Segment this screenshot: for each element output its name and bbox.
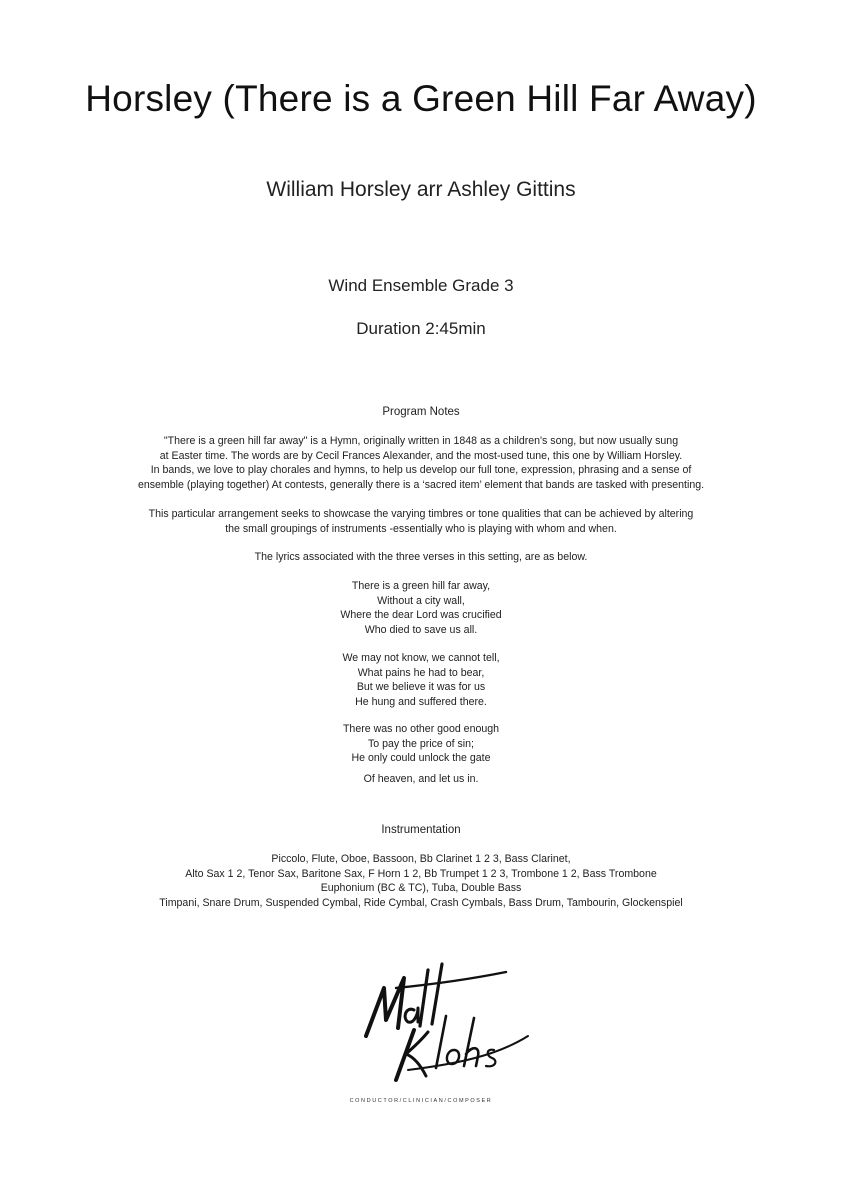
instrumentation-heading: Instrumentation [381,824,461,836]
program-notes-paragraph-2 [0,507,842,536]
lyrics-verse-2 [0,651,842,709]
text-line: "There is a green hill far away" is a Hymn, originally written in 1848 as a children's song, but now usually sung [163,435,679,447]
lyrics-verse-3 [0,722,842,766]
lyric-line: But we believe it was for us [356,681,486,693]
instrument-line: Euphonium (BC & TC), Tuba, Double Bass [320,882,522,894]
lyric-line: What pains he had to bear, [357,666,485,679]
text-line: In bands, we love to play chorales and hymns, to help us develop our full tone, expression, phrasing and a sense of [150,464,692,476]
lyric-line: To pay the price of sin; [368,737,474,750]
signature-tagline: CONDUCTOR/CLINICIAN/COMPOSER [349,1098,493,1104]
lyrics-verse-1 [0,579,842,637]
program-notes-paragraph-1 [0,434,842,492]
ensemble-grade: Wind Ensemble Grade 3 [328,276,514,295]
signature-logo [356,958,536,1083]
lyric-line: Of heaven, and let us in. [363,773,479,785]
text-line: ensemble (playing together) At contests, generally there is a ‘sacred item’ element that bands are tasked with presenting. [137,478,705,491]
page-title: Horsley (There is a Green Hill Far Away) [85,78,757,119]
instrument-line: Piccolo, Flute, Oboe, Bassoon, Bb Clarinet 1 2 3, Bass Clarinet, [271,853,571,865]
lyric-line: There is a green hill far away, [351,580,491,592]
program-notes-paragraph-3: The lyrics associated with the three verses in this setting, are as below. [254,551,588,563]
lyric-line: Who died to save us all. [364,623,478,636]
lyric-line: He hung and suffered there. [355,695,487,708]
duration: Duration 2:45min [356,319,486,338]
lyric-line: Where the dear Lord was crucified [340,609,502,621]
lyric-line: There was no other good enough [342,723,500,735]
text-line: at Easter time. The words are by Cecil Frances Alexander, and the most-used tune, this one by William Horsley. [159,449,683,462]
lyric-line: Without a city wall, [377,594,465,607]
text-line: the small groupings of instruments -essentially who is playing with whom and when. [225,522,617,535]
instrument-line: Timpani, Snare Drum, Suspended Cymbal, Ride Cymbal, Crash Cymbals, Bass Drum, Tambourin, Glockenspiel [159,896,683,909]
composer-credit: William Horsley arr Ashley Gittins [266,178,576,201]
program-notes-heading: Program Notes [382,406,460,418]
instrument-line: Alto Sax 1 2, Tenor Sax, Baritone Sax, F Horn 1 2, Bb Trumpet 1 2 3, Trombone 1 2, Bass Trombone [185,867,657,880]
text-line: This particular arrangement seeks to showcase the varying timbres or tone qualities that can be achieved by altering [148,508,694,520]
lyric-line: We may not know, we cannot tell, [342,652,500,664]
lyric-line: He only could unlock the gate [351,752,491,764]
instrumentation-list [0,852,842,910]
